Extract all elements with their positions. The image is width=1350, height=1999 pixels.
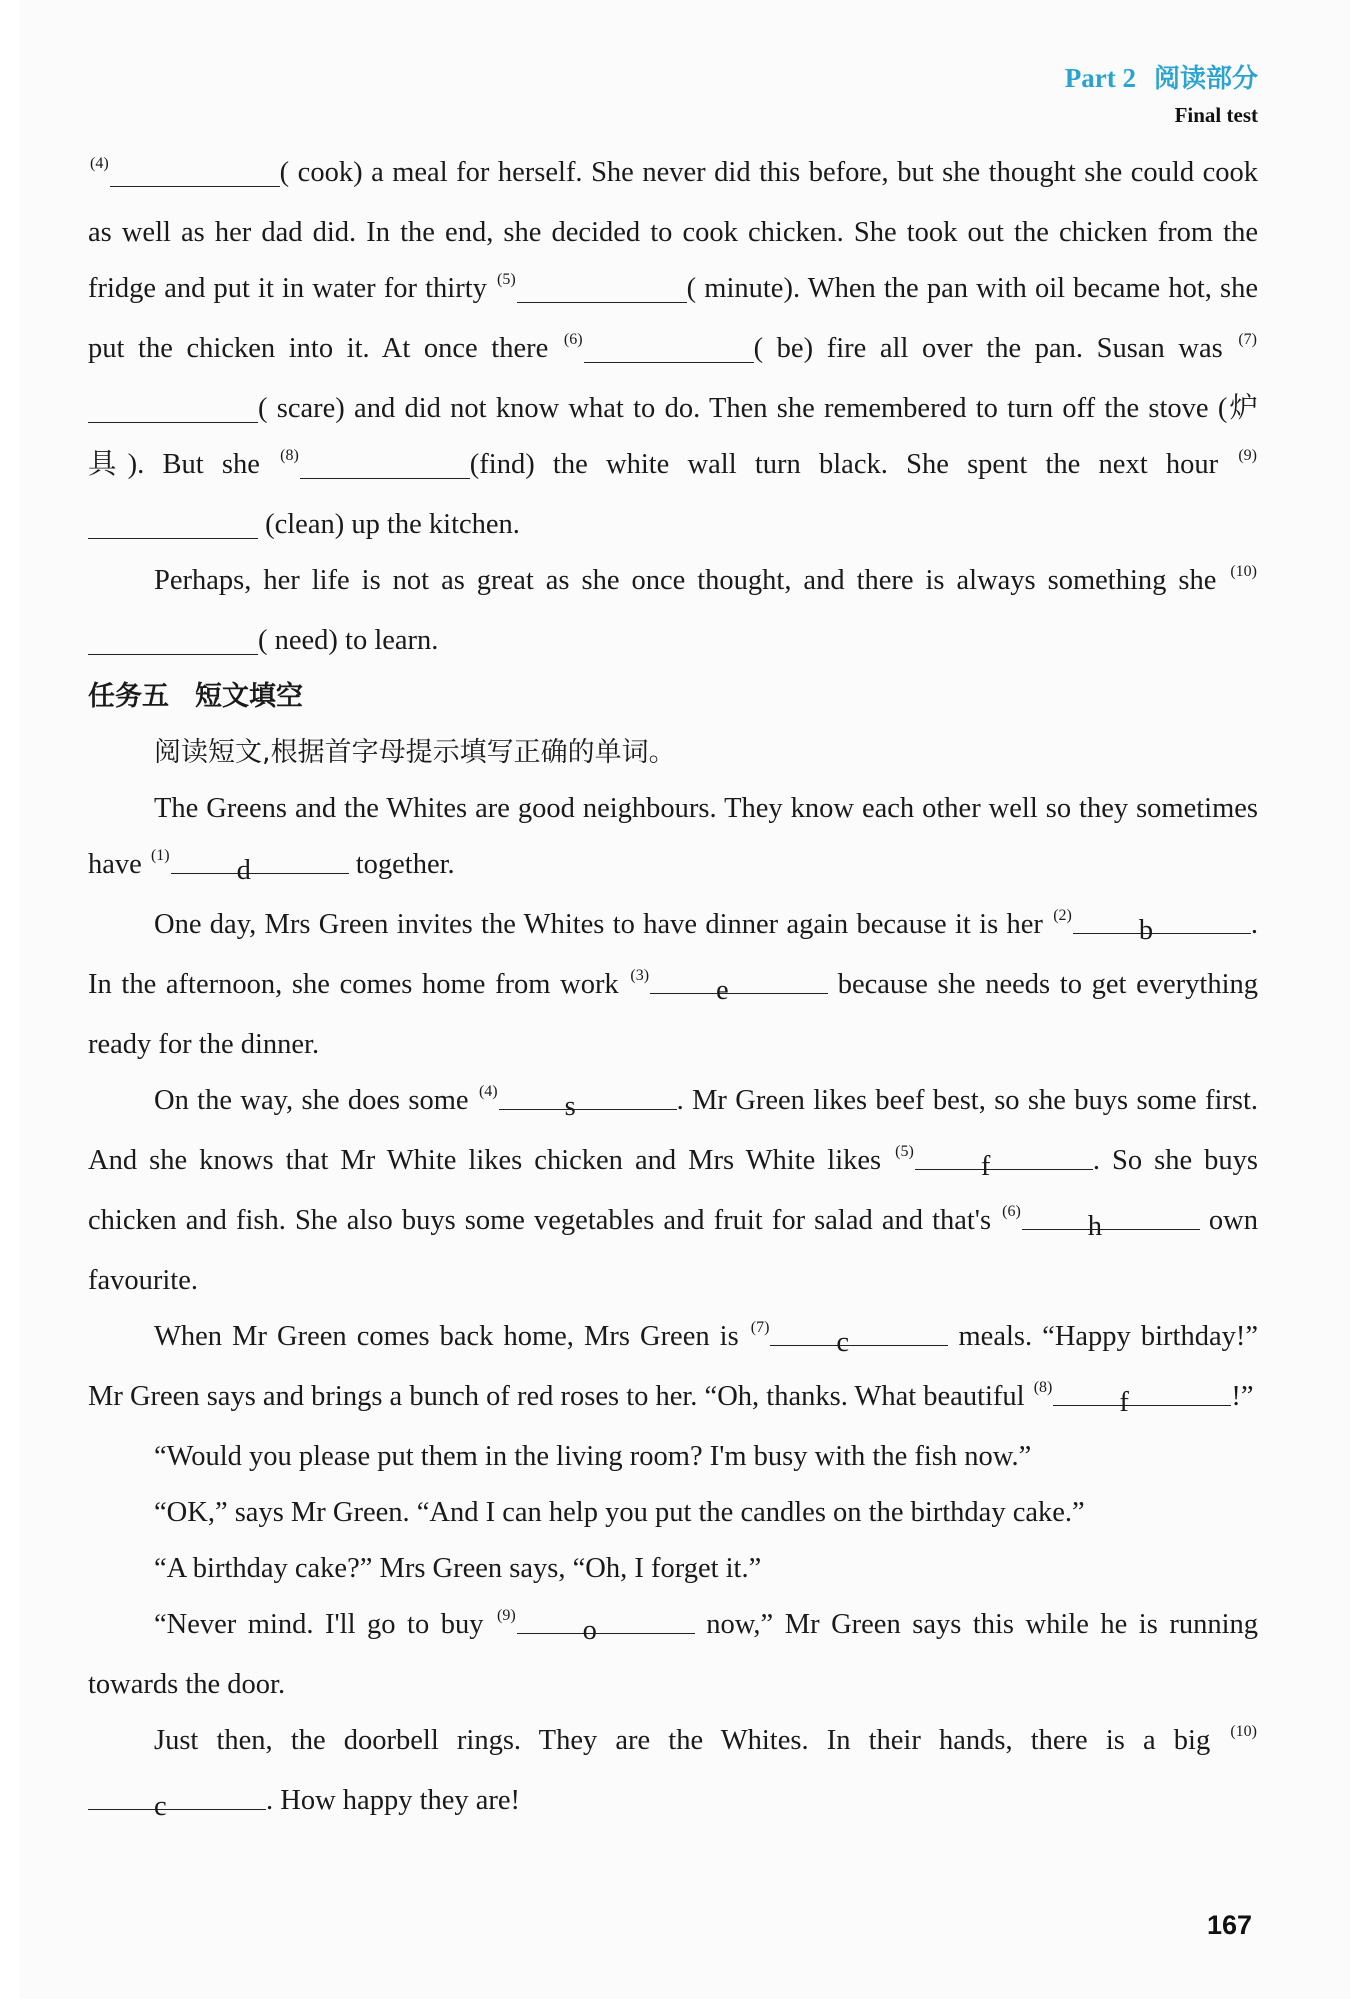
answer-blank[interactable] [517, 272, 687, 303]
dialogue-line: “A birthday cake?” Mrs Green says, “Oh, I forget it.” [154, 1553, 762, 1584]
blank-number: (9) [497, 1607, 516, 1624]
blank-number: (7) [1238, 331, 1257, 348]
passage-text: . In the afternoon, she comes home from work [88, 909, 1258, 1000]
passage-paragraph [88, 553, 1258, 669]
blank-number: (10) [1230, 1723, 1257, 1740]
passage-paragraph [88, 145, 1258, 553]
initial-letter: s [564, 1091, 576, 1122]
passage-paragraph [88, 1713, 1258, 1829]
passage-text: (clean) up the kitchen. [258, 509, 520, 540]
passage-paragraph [88, 897, 1258, 1073]
passage-text: ( cook) a meal for herself. She never did this before, but she thought she could cook as well as her dad did. In the end, she decided to cook chicken. She took out the chicken from the fridge and put it in water for thirty [88, 157, 1258, 304]
initial-letter: f [980, 1151, 991, 1182]
header-subtitle: Final test [1174, 103, 1258, 127]
page-content [88, 145, 1258, 1829]
passage-text: When Mr Green comes back home, Mrs Green is [154, 1321, 749, 1352]
blank-number: (7) [750, 1319, 770, 1336]
passage-text: Just then, the doorbell rings. They are the Whites. In their hands, there is a big [154, 1725, 1229, 1756]
hint-blank[interactable] [171, 843, 349, 886]
blank-number: (2) [1053, 907, 1072, 924]
initial-letter: e [716, 975, 729, 1006]
hint-blank[interactable] [1022, 1199, 1200, 1242]
initial-letter: f [1119, 1387, 1129, 1418]
hint-blank[interactable] [499, 1079, 677, 1122]
passage-text: own favourite. [88, 1205, 1258, 1296]
blank-number: (5) [895, 1143, 914, 1160]
passage-text: . So she buys chicken and fish. She also buys some vegetables and fruit for salad and that's [88, 1145, 1258, 1236]
passage-text: When the pan with oil became hot, she put the chicken into it. At once there [88, 273, 1259, 364]
task-number: 任务五 [88, 681, 169, 712]
answer-blank[interactable] [88, 508, 258, 539]
blank-number: (8) [1033, 1379, 1053, 1396]
passage-text: ( be) fire all over the pan. Susan was [753, 333, 1237, 364]
passage-text: !” [1231, 1381, 1254, 1412]
passage-text: ( minute). [686, 273, 801, 304]
blank-number: (3) [630, 967, 650, 984]
blank-number: (4) [90, 155, 109, 172]
passage-text: . How happy they are! [266, 1785, 521, 1816]
passage-text: because she needs to get everything ready for the dinner. [88, 969, 1258, 1060]
dialogue-line: “OK,” says Mr Green. “And I can help you put the candles on the birthday cake.” [154, 1497, 1085, 1528]
answer-blank[interactable] [110, 156, 280, 187]
passage-text: Perhaps, her life is not as great as she once thought, and there is always something she [154, 565, 1229, 596]
initial-letter: c [154, 1791, 167, 1822]
answer-blank[interactable] [88, 624, 258, 655]
passage-text: now,” Mr Green says this while he is running towards the door. [88, 1609, 1258, 1700]
initial-letter: h [1087, 1211, 1103, 1242]
passage-text: On the way, she does some [154, 1085, 477, 1116]
blank-number: (1) [150, 847, 170, 864]
hint-blank[interactable] [1053, 1375, 1231, 1418]
passage-paragraph [88, 1597, 1258, 1713]
passage-text: One day, Mrs Green invites the Whites to have dinner again because it is her [154, 909, 1052, 940]
hint-blank[interactable] [1073, 903, 1251, 946]
passage-text: together. [348, 849, 455, 880]
page [20, 0, 1350, 1999]
blank-number: (8) [280, 447, 299, 464]
passage-text: ( scare) and did not know what to do. Then she remembered to turn off the stove (炉具). But she [88, 393, 1258, 480]
answer-blank[interactable] [584, 332, 754, 363]
header-section-cn: 阅读部分 [1153, 64, 1258, 94]
hint-blank[interactable] [650, 963, 828, 1006]
passage-text: (find) the white wall turn black. She spent the next hour [469, 449, 1237, 480]
hint-blank[interactable] [770, 1315, 948, 1358]
blank-number: (9) [1238, 447, 1257, 464]
passage-text: . Mr Green likes beef best, so she buys some first. And she knows that Mr White likes chicken and Mrs White likes [88, 1085, 1258, 1176]
blank-number: (10) [1230, 563, 1257, 580]
passage-text: ( need) to learn. [258, 625, 439, 656]
task-instruction: 阅读短文,根据首字母提示填写正确的单词。 [154, 737, 676, 768]
passage-paragraph [88, 781, 1258, 897]
initial-letter: d [236, 855, 251, 886]
passage-text: “Never mind. I'll go to buy [154, 1609, 496, 1640]
header-part: Part 2 [1064, 63, 1136, 93]
blank-number: (5) [497, 271, 516, 288]
answer-blank[interactable] [88, 392, 258, 423]
passage-paragraph [88, 1073, 1258, 1309]
initial-letter: b [1138, 915, 1154, 946]
passage-paragraph [88, 1309, 1258, 1429]
passage-text: meals. “Happy birthday!” Mr Green says and brings a bunch of red roses to her. “Oh, thanks. What beautiful [88, 1321, 1258, 1412]
passage-text: The Greens and the Whites are good neighbours. They know each other well so they sometimes have [88, 793, 1258, 880]
hint-blank[interactable] [915, 1139, 1093, 1182]
task-type: 短文填空 [195, 681, 303, 712]
blank-number: (4) [478, 1083, 498, 1100]
running-header [1065, 58, 1258, 128]
page-number: 167 [1206, 1910, 1252, 1940]
blank-number: (6) [1002, 1203, 1021, 1220]
answer-blank[interactable] [300, 448, 470, 479]
blank-number: (6) [563, 331, 583, 348]
initial-letter: c [836, 1327, 850, 1358]
task-title [88, 669, 1258, 725]
dialogue-line: “Would you please put them in the living room? I'm busy with the fish now.” [154, 1441, 1032, 1472]
hint-blank[interactable] [517, 1603, 695, 1646]
hint-blank[interactable] [88, 1779, 266, 1822]
initial-letter: o [582, 1615, 597, 1646]
